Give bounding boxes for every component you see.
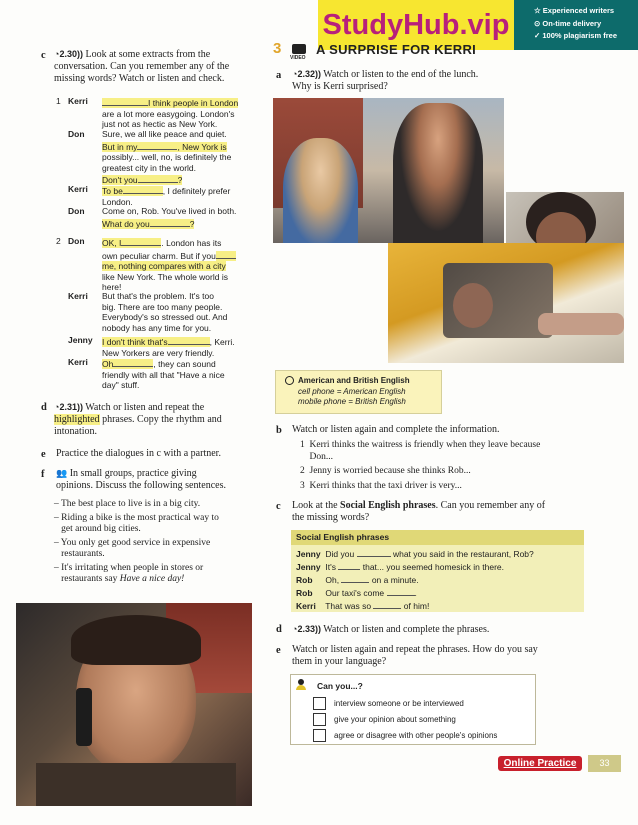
page-number: 33 bbox=[588, 755, 621, 772]
list-item: 3 Kerri thinks that the taxi driver is very... bbox=[300, 480, 462, 491]
exercise-d-letter: d bbox=[41, 402, 47, 413]
checkbox[interactable] bbox=[313, 713, 326, 726]
logo-text: StudyHub.vip bbox=[318, 0, 514, 50]
exercise-d-instructions: ◔2.31)) Watch or listen and repeat the highlighted phrases. Copy the rhythm and intonation. bbox=[54, 402, 222, 437]
exercise-c-right-instructions: Look at the Social English phrases. Can you remember any of the missing words? bbox=[292, 500, 546, 523]
phrase-row: Jenny It's that... you seemed homesick in there. bbox=[296, 562, 505, 572]
exercise-e-right-letter: e bbox=[276, 645, 281, 656]
exercise-a-letter: a bbox=[276, 70, 282, 81]
magnifier-icon bbox=[285, 376, 294, 385]
exercise-b-letter: b bbox=[276, 425, 282, 436]
phrase-row: Rob Our taxi's come . bbox=[296, 588, 417, 598]
online-practice-button[interactable]: Online Practice bbox=[498, 756, 582, 771]
exercise-e-letter: e bbox=[41, 449, 46, 460]
can-you-box bbox=[290, 674, 536, 745]
exercise-d-right-letter: d bbox=[276, 624, 282, 635]
video-icon bbox=[292, 44, 306, 54]
person-icon bbox=[296, 679, 306, 689]
exercise-d-right-instructions: ◔2.33)) Watch or listen and complete the phrases. bbox=[292, 624, 490, 635]
exercise-c-instructions: ◔2.30)) Look at some extracts from the conversation. Can you remember any of the missing words? Watch or listen and check. bbox=[54, 49, 230, 84]
photo-taxi-driver bbox=[388, 243, 624, 363]
exercise-e-right-instructions: Watch or listen again and repeat the phrases. How do you say them in your language? bbox=[292, 644, 538, 667]
phrase-row: Jenny Did you what you said in the restaurant, Rob? bbox=[296, 549, 534, 559]
exercise-f-letter: f bbox=[41, 469, 45, 480]
exercise-b-list bbox=[300, 440, 580, 492]
section-number: 3 bbox=[273, 40, 282, 57]
video-label: VIDEO bbox=[290, 55, 306, 61]
audio-icon[interactable]: ◔2.33)) bbox=[292, 624, 321, 634]
phrase-row: Rob Oh, on a minute. bbox=[296, 575, 419, 585]
tip-box: American and British English cell phone = American English mobile phone = British English bbox=[275, 370, 442, 414]
checklist-item[interactable]: agree or disagree with other people's opinions bbox=[313, 728, 497, 744]
list-item: 2 Jenny is worried because she thinks Rob... bbox=[300, 466, 471, 476]
exercise-c-letter: c bbox=[41, 50, 46, 61]
speaker: Kerri bbox=[68, 96, 88, 106]
group-icon: 👥 bbox=[56, 469, 68, 479]
exercise-a-instructions: ◔2.32)) Watch or listen to the end of the lunch. Why is Kerri surprised? bbox=[292, 69, 479, 92]
list-item: – The best place to live is in a big city. bbox=[54, 499, 201, 509]
audio-icon[interactable]: ◔2.32)) bbox=[292, 69, 321, 79]
list-item: 1 Kerri thinks the waitress is friendly when they leave because Don... bbox=[300, 440, 541, 462]
section-title: A SURPRISE FOR KERRI bbox=[316, 42, 477, 57]
checkbox[interactable] bbox=[313, 697, 326, 710]
social-english-box bbox=[291, 530, 584, 612]
exercise-c-right-letter: c bbox=[276, 501, 281, 512]
exercise-f-instructions: 👥 In small groups, practice giving opinions. Discuss the following sentences. bbox=[56, 468, 226, 491]
discussion-list bbox=[54, 499, 264, 586]
list-item: – Riding a bike is the most practical way to get around big cities. bbox=[54, 512, 219, 534]
checkbox[interactable] bbox=[313, 729, 326, 742]
audio-icon[interactable]: ◔2.30)) bbox=[54, 49, 83, 59]
photo-man-on-phone bbox=[16, 603, 252, 806]
checklist-item[interactable]: interview someone or be interviewed bbox=[313, 696, 497, 712]
feature-1: ☆ Experienced writers bbox=[534, 6, 615, 15]
checklist-item[interactable]: give your opinion about something bbox=[313, 712, 497, 728]
list-item: – You only get good service in expensive restaurants. bbox=[54, 537, 211, 559]
list-item: – It's irritating when people in stores or restaurants say Have a nice day! bbox=[54, 562, 204, 584]
photo-kerri-and-rob-street bbox=[273, 98, 504, 243]
exercise-e-instructions: Practice the dialogues in c with a partner. bbox=[56, 448, 221, 459]
exercise-b-instructions: Watch or listen again and complete the information. bbox=[292, 424, 500, 435]
dialogue-number: 1 bbox=[56, 96, 61, 106]
logo-features bbox=[514, 0, 638, 50]
feature-3: ✓ 100% plagiarism free bbox=[534, 31, 617, 40]
audio-icon[interactable]: ◔2.31)) bbox=[54, 402, 83, 412]
social-english-title: Social English phrases bbox=[291, 530, 584, 545]
phrase-row: Kerri That was so of him! bbox=[296, 601, 430, 611]
can-you-title: Can you...? bbox=[317, 681, 363, 691]
feature-2: ⊙ On-time delivery bbox=[534, 18, 602, 28]
